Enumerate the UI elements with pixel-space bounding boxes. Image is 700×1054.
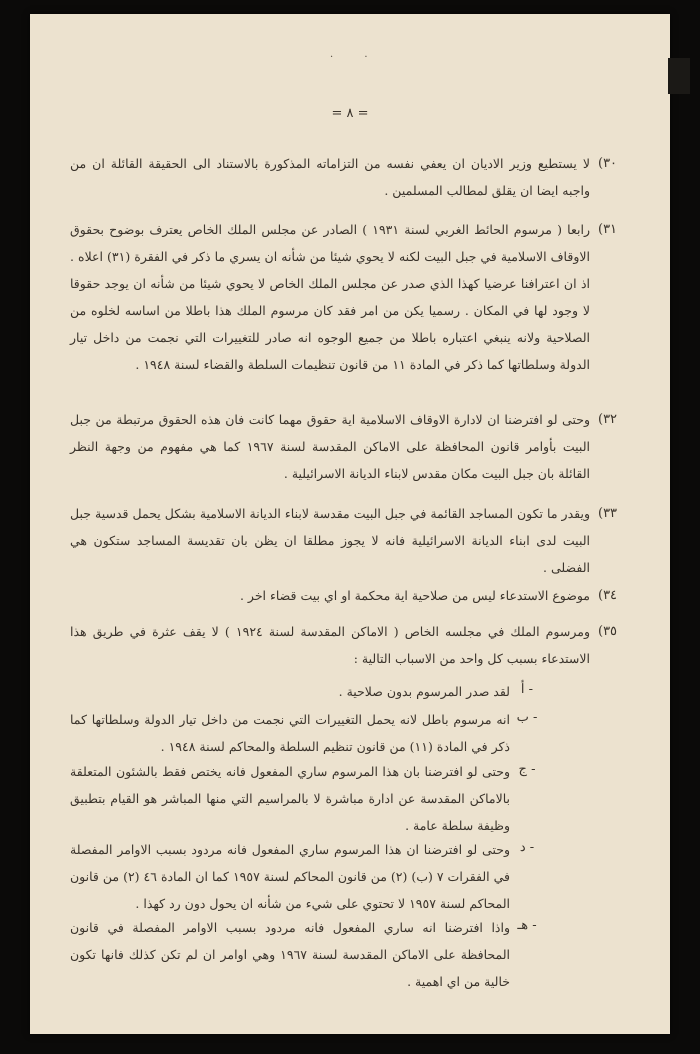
paragraph-number: ٣٢) [598, 412, 618, 427]
subitem-text: وحتى لو افترضنا بان هذا المرسوم ساري المفعول فانه يختص فقط بالشئون المتعلقة بالاماكن المقدسة عن ادارة مباشرة لا بالمراسيم التي منها المباشر هو القيام بتطبيق وظيفة سلطة عامة . [70, 764, 510, 833]
subitem-letter: د - [519, 840, 535, 855]
paragraph-number: ٣٠) [598, 156, 618, 171]
subitem-letter: هـ - [517, 918, 537, 933]
document-page [30, 14, 670, 1034]
subitem-letter: أ - [520, 682, 534, 697]
subitem-text: واذا افترضنا انه ساري المفعول فانه مردود بسبب الاوامر المفصلة في قانون المحافظة على الاماكن المقدسة لسنة ١٩٦٧ وهي اوامر ان لم تكن كذلك فانها تكون خالية من اي اهمية . [70, 920, 511, 989]
subitem-text: انه مرسوم باطل لانه يحمل التغييرات التي نجمت من داخل تيار الدولة وسلطاتها كما ذكر في المادة (١١) من قانون تنظيم السلطة والمحاكم لسنة ١٩٤٨ . [70, 712, 510, 754]
page-tab [668, 58, 690, 94]
subitem-letter: ب - [516, 710, 538, 725]
paragraph-number: ٣٣) [598, 506, 618, 521]
paragraph-text: ومرسوم الملك في مجلسه الخاص ( الاماكن المقدسة لسنة ١٩٢٤ ) لا يقف عثرة في طريق هذا الاستدعاء بسبب كل واحد من الاسباب التالية : [70, 624, 590, 666]
subitem-text: وحتى لو افترضنا ان هذا المرسوم ساري المفعول فانه مردود بسبب الاوامر المفصلة في الفقرات ٧ (ب) (٢) من قانون المحاكم لسنة ١٩٥٧ كما ان المادة ٤٦ (٢) من قانون المحاكم لسنة ١٩٥٧ لا تحتوي على شيء من شأنه ان يحول دون رد كهذا . [70, 842, 510, 911]
paragraph-number: ٣١) [598, 222, 618, 237]
paragraph-number: ٣٥) [598, 624, 618, 639]
paragraph-text: موضوع الاستدعاء ليس من صلاحية اية محكمة او اي بيت قضاء اخر . [239, 588, 590, 603]
paragraph-text: رابعا ( مرسوم الحائط الغربي لسنة ١٩٣١ ) الصادر عن مجلس الملك الخاص يعترف بوضوح بحقوق الاوقاف الاسلامية في جبل البيت لكنه لا يحوي شيئا من شأنه ان يسري ما ذكر في الفقرة (٣١) اعلاه . اذ ان اعترافنا عرضيا كهذا الذي صدر عن مجلس الملك الخاص لا يحوي شيئا من شأنه ان يوجد حقوقا لا وجود لها في المكان . رسميا يكن من امر فقد كان مرسوم الملك هذا باطلا من اساسه لخلوه من الصلاحية ولانه ينبغي اعتباره باطلا من جميع الوجوه انه صادر للتغييرات التي نجمت من داخل تيار الدولة وسلطاتها كما ذكر في المادة ١١ من قانون تنظيمات السلطة والقضاء لسنة ١٩٤٨ . [70, 222, 590, 372]
paragraph-number: ٣٤) [598, 588, 618, 603]
paragraph-text: ويقدر ما تكون المساجد القائمة في جبل البيت مقدسة لابناء الديانة الاسلامية بشكل يحمل قدسية جبل البيت لدى ابناء الديانة الاسرائيلية فانه لا يجوز مطلقا ان يظن بان تقديسة المساجد ستكون هي الفضلى . [70, 506, 590, 575]
punch-marks: · · [330, 52, 382, 63]
paragraph-text: وحتى لو افترضنا ان لادارة الاوقاف الاسلامية اية حقوق مهما كانت فان هذه الحقوق مرتبطة من جبل البيت بأوامر قانون المحافظة على الاماكن المقدسة لسنة ١٩٦٧ كما هي مفهوم من وجهة النظر القائلة بان جبل البيت مكان مقدس لابناء الديانة الاسرائيلية . [70, 412, 590, 481]
subitem-text: لقد صدر المرسوم بدون صلاحية . [338, 684, 510, 699]
paragraph-text: لا يستطيع وزير الاديان ان يعفي نفسه من التزاماته المذكورة بالاستناد الى الحقيقة القائلة ان من واجبه ايضا ان يقلق لمطالب المسلمين . [70, 156, 590, 198]
subitem-letter: ج - [518, 762, 536, 777]
page-number: = ٨ = [331, 106, 369, 121]
